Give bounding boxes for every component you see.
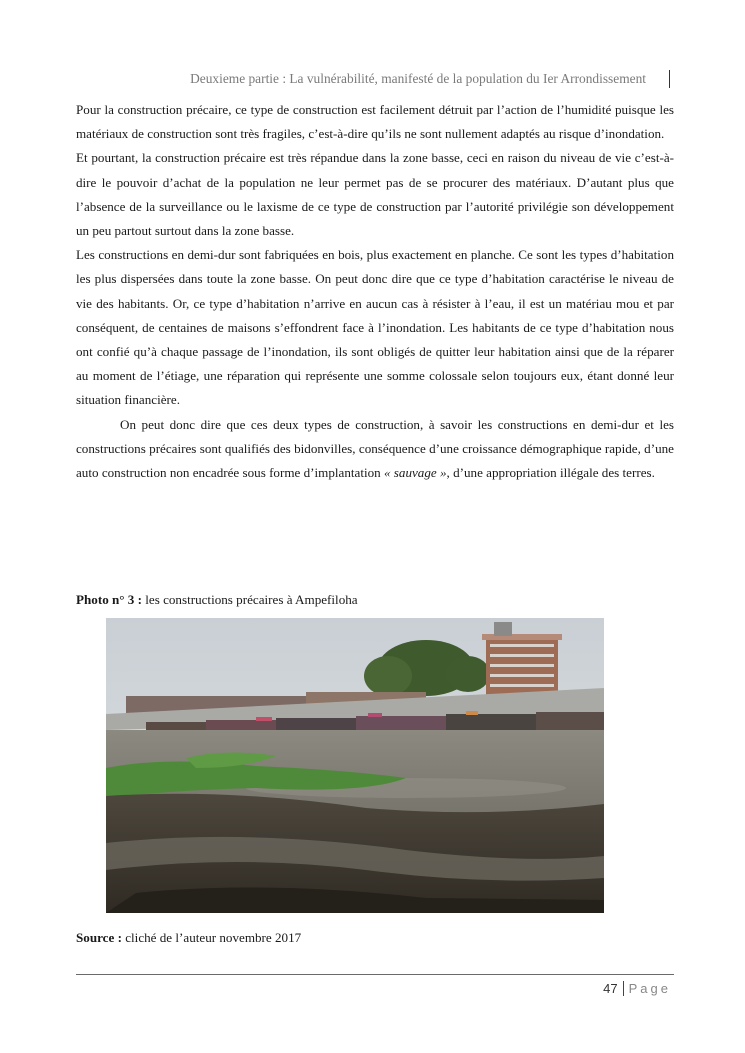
paragraph-3: Les constructions en demi-dur sont fabriquées en bois, plus exactement en planche. Ce sont les types d’habitation les plus dispersées dans toute la zone basse. On peut donc dire que ce type d’habitation caractérise le niveau de vie des habitants. Or, ce type d’habitation n’arrive en aucun cas à résister à l’eau, il est un matériau mou et par conséquent, de centaines de maisons s’effondrent face à l’inondation. Les habitants de ce type d’habitation nous ont confié qu’à chaque passage de l’inondation, ils sont obligés de quitter leur habitation ainsi que de la réparer au moment de l’étiage, une réparation qui représente une somme colossale selon toujours eux, étant donné leur situation financière. (76, 247, 674, 408)
footer-divider (76, 974, 674, 975)
page-label: Page (628, 981, 671, 996)
caption-label: Photo n° 3 : (76, 592, 142, 607)
source-label: Source : (76, 930, 122, 945)
photo-caption (76, 592, 358, 608)
source-text: cliché de l’auteur novembre 2017 (121, 930, 302, 945)
flood-photo (106, 618, 604, 913)
paragraph-2: Et pourtant, la construction précaire est très répandue dans la zone basse, ceci en raison du niveau de vie c’est-à-dire le pouvoir d’achat de la population ne leur permet pas de se procurer des matériaux. D’autant plus que l’absence de la surveillance ou le laxisme de ce type de construction par l’autorité privilégie son développement un peu partout surtout dans la zone basse. (76, 150, 674, 239)
tree (446, 656, 490, 692)
page-footer (603, 981, 671, 996)
paragraph-4-end: , d’une appropriation illégale des terres. (446, 465, 655, 481)
body-text (76, 98, 674, 485)
flood-photo-illustration (106, 618, 604, 913)
caption-text: les constructions précaires à Ampefiloha (141, 592, 358, 607)
footer-separator (623, 981, 624, 996)
paragraph-4-start: On peut donc dire que ces deux types de construction, à savoir les constructions en demi-dur et les constructions précaires sont qualifiés des bidonvilles, conséquence d’une croissance démographique rapide, d’une auto construction non encadrée sous forme d’implantation (76, 416, 674, 481)
running-header: Deuxieme partie : La vulnérabilité, manifesté de la population du Ier Arrondissement (190, 71, 646, 86)
page-number: 47 (603, 981, 618, 996)
paragraph-1: Pour la construction précaire, ce type de construction est facilement détruit par l’action de l’humidité puisque les matériaux de construction sont très fragiles, c’est-à-dire qu’ils ne sont nullement adaptés au risque d’inondation. (76, 102, 674, 142)
tree (364, 656, 412, 696)
photo-source (76, 930, 301, 946)
paragraph-4-italic: « sauvage » (383, 465, 447, 481)
header-divider (669, 70, 670, 88)
paragraph-4 (76, 413, 674, 486)
